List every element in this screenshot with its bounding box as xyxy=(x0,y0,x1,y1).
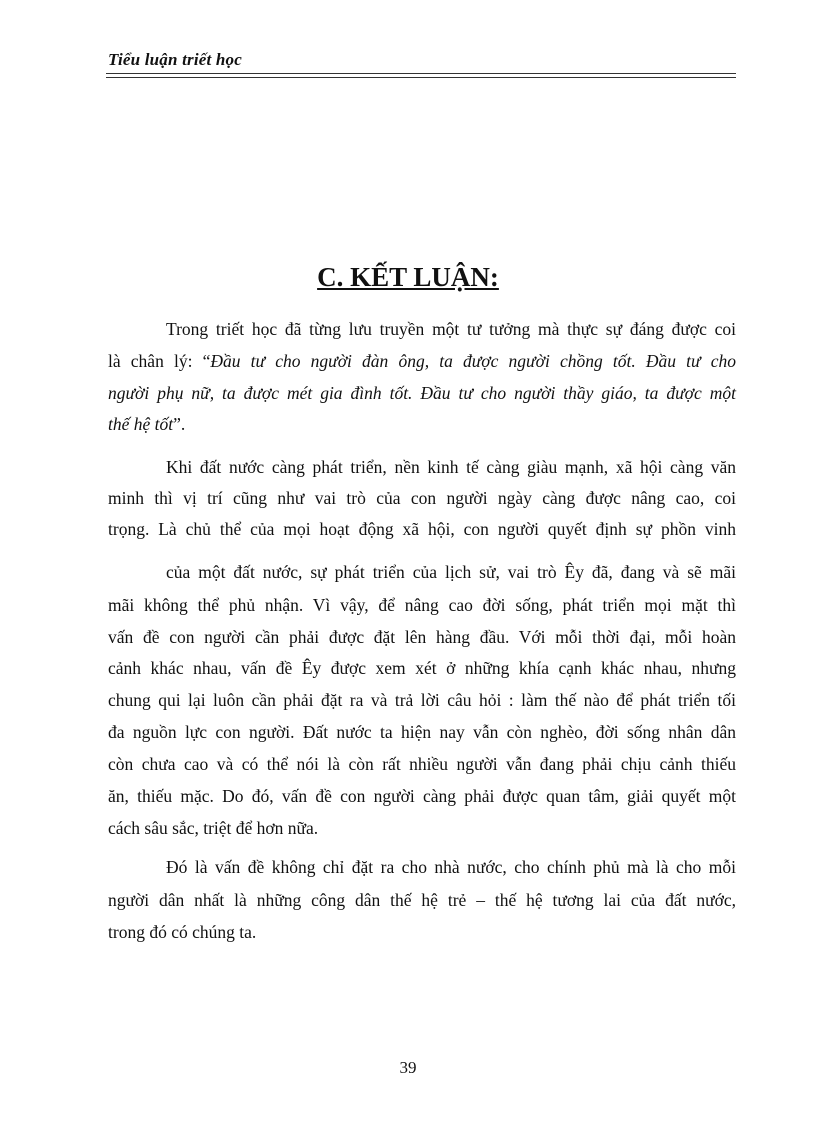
text-line: ăn, thiếu mặc. Do đó, vấn đề con người càng phải được quan tâm, giải quyết một xyxy=(108,786,736,806)
text-line xyxy=(108,413,185,435)
section-heading: C. KẾT LUẬN: xyxy=(317,262,499,292)
quote-text: Đầu tư cho người đàn ông, ta được người chồng tốt. Đầu tư cho xyxy=(210,351,737,371)
page-number: 39 xyxy=(399,1058,417,1077)
running-header-title: Tiểu luận triết học xyxy=(108,50,242,69)
text-line xyxy=(108,350,736,372)
text-line: còn chưa cao và có thể nói là còn rất nhiều người vẫn đang phải chịu cảnh thiếu xyxy=(108,754,736,774)
text-line: minh thì vị trí cũng như vai trò của con người ngày càng được nâng cao, coi xyxy=(108,488,736,508)
header-rule-top xyxy=(106,73,736,74)
text-line: cách sâu sắc, triệt để hơn nữa. xyxy=(108,818,319,838)
text-span: là chân lý: “ xyxy=(108,351,211,371)
text-line: trọng. Là chủ thể của mọi hoạt động xã hội, con người quyết định sự phồn vinh xyxy=(108,519,736,539)
text-line: của một đất nước, sự phát triển của lịch sử, vai trò Êy đã, đang và sẽ mãi xyxy=(166,562,736,582)
text-line: vấn đề con người cần phải được đặt lên hàng đầu. Với mỗi thời đại, mỗi hoàn xyxy=(108,627,736,647)
text-line: người dân nhất là những công dân thế hệ trẻ – thế hệ tương lai của đất nước, xyxy=(108,890,736,910)
quote-text: người phụ nữ, ta được mét gia đình tốt. Đầu tư cho người thầy giáo, ta được một xyxy=(108,383,736,403)
text-line: chung qui lại luôn cần phải đặt ra và trả lời câu hỏi : làm thế nào để phát triển tối xyxy=(108,690,736,710)
text-line: cảnh khác nhau, vấn đề Êy được xem xét ở những khía cạnh khác nhau, nhưng xyxy=(108,658,736,678)
text-line: trong đó có chúng ta. xyxy=(108,922,257,942)
text-span: ”. xyxy=(173,414,186,434)
text-line: Đó là vấn đề không chỉ đặt ra cho nhà nước, cho chính phủ mà là cho mỗi xyxy=(166,857,736,877)
quote-text: thế hệ tốt xyxy=(108,414,174,434)
text-line: Khi đất nước càng phát triển, nền kinh tế càng giàu mạnh, xã hội càng văn xyxy=(166,457,736,477)
text-line: đa nguồn lực con người. Đất nước ta hiện nay vẫn còn nghèo, đời sống nhân dân xyxy=(108,722,736,742)
text-line: mãi không thể phủ nhận. Vì vậy, để nâng cao đời sống, phát triển mọi mặt thì xyxy=(108,595,736,615)
text-line: Trong triết học đã từng lưu truyền một tư tưởng mà thực sự đáng được coi xyxy=(166,319,736,339)
header-rule-bottom xyxy=(106,77,736,78)
